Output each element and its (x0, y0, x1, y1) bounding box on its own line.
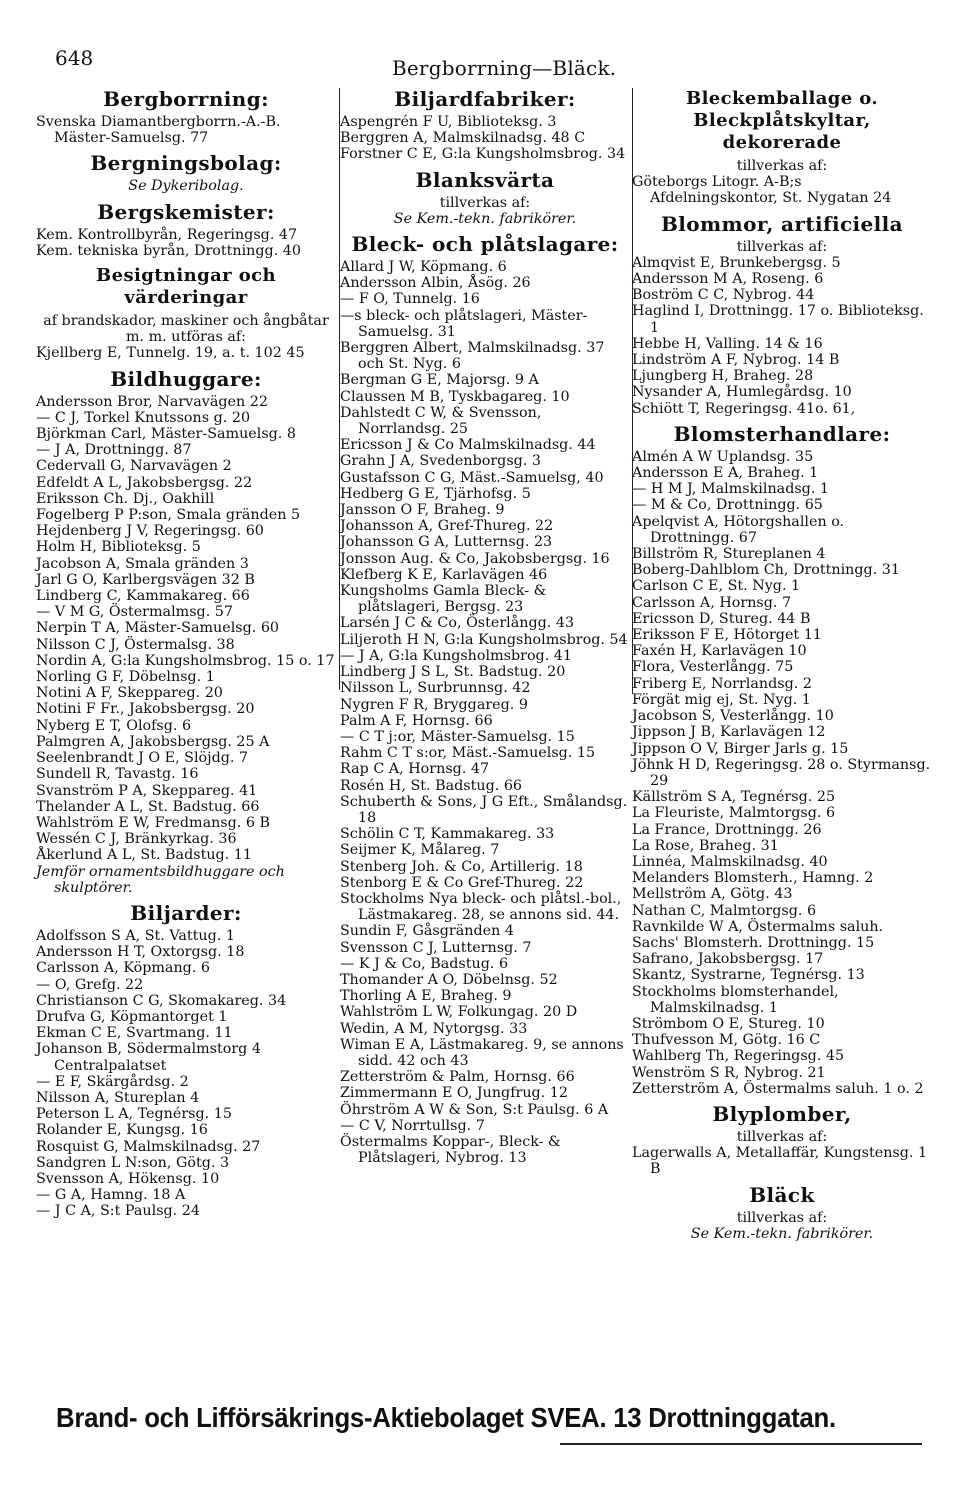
directory-entry: — V M G, Östermalmsg. 57 (36, 604, 233, 621)
directory-entry: Larsén J C & Co, Österlångg. 43 (340, 615, 575, 632)
directory-entry: Almqvist E, Brunkebergsg. 5 (632, 254, 841, 271)
directory-entry: — C V, Norrtullsg. 7 (340, 1117, 485, 1134)
directory-entry: Rap C A, Hornsg. 47 (340, 761, 490, 778)
directory-entry: — M & Co, Drottningg. 65 (632, 497, 823, 514)
column-3 (632, 82, 932, 1242)
directory-entry: Nilsson A, Stureplan 4 (36, 1089, 200, 1106)
directory-entry: Skantz, Systrarne, Tegnérsg. 13 (632, 967, 865, 984)
directory-entry: — C J, Torkel Knutssons g. 20 (36, 409, 251, 426)
directory-entry: Holm H, Biblioteksg. 5 (36, 539, 201, 556)
directory-entry: — J C A, S:t Paulsg. 24 (36, 1203, 200, 1220)
directory-entry: Källström S A, Tegnérsg. 25 (632, 789, 836, 806)
directory-entry: Stenberg Joh. & Co, Artillerig. 18 (340, 858, 583, 875)
directory-entry: Johansson G A, Lutternsg. 23 (340, 534, 553, 551)
directory-entry: Berggren Albert, Malmskilnadsg. 37 och St. Nyg. 6 (340, 340, 605, 373)
directory-entry: Ericsson D, Stureg. 44 B (632, 610, 811, 627)
section-subheading: tillverkas af: (736, 1128, 828, 1145)
cross-reference: Se Kem.-tekn. fabrikörer. (690, 1225, 874, 1242)
directory-entry: Hejdenberg J V, Regeringsg. 60 (36, 523, 264, 540)
directory-entry: Johanson B, Södermalmstorg 4 Centralpalatset (36, 1041, 261, 1074)
directory-entry: Christianson C G, Skomakareg. 34 (36, 992, 287, 1009)
directory-entry: Carlsson A, Köpmang. 6 (36, 960, 210, 977)
directory-entry: Wahlberg Th, Regeringsg. 45 (632, 1048, 845, 1065)
directory-entry: Johansson A, Gref-Thureg. 22 (340, 518, 554, 535)
directory-entry: Claussen M B, Tyskbagareg. 10 (340, 388, 570, 405)
section-subheading: tillverkas af: (736, 158, 828, 174)
section-subheading: Se Dykeribolag. (128, 178, 244, 195)
directory-entry: — F O, Tunnelg. 16 (340, 291, 480, 308)
directory-entry: Kem. Kontrollbyrån, Regeringsg. 47 (36, 226, 298, 243)
directory-entry: Östermalms Koppar-, Bleck- & Plåtslageri, Nybrog. 13 (340, 1133, 561, 1167)
running-head: Bergborrning—Bläck. (392, 56, 617, 80)
cross-reference: Se Kem.-tekn. fabrikörer. (393, 210, 577, 227)
directory-entry: Billström R, Stureplanen 4 (632, 546, 826, 563)
directory-entry: Förgät mig ej, St. Nyg. 1 (632, 691, 811, 708)
directory-entry: Boberg-Dahlblom Ch, Drottningg. 31 (632, 562, 900, 579)
directory-entry: Ljungberg H, Braheg. 28 (632, 368, 814, 385)
directory-entry: Mellström A, Götg. 43 (632, 886, 793, 903)
directory-entry: Seijmer K, Målareg. 7 (340, 842, 500, 859)
directory-entry: — K J & Co, Badstug. 6 (340, 955, 509, 972)
directory-entry: Allard J W, Köpmang. 6 (340, 259, 507, 276)
directory-entry: Hedberg G E, Tjärhofsg. 5 (340, 485, 531, 502)
directory-entry: Thufvesson M, Götg. 16 C (632, 1032, 821, 1049)
directory-entry: Wedin, A M, Nytorgsg. 33 (340, 1020, 528, 1037)
section-heading: Biljarder: (130, 900, 242, 925)
directory-entry: Schölin C T, Kammakareg. 33 (340, 826, 555, 843)
entry-list (632, 449, 932, 1097)
directory-entry: Dahlstedt C W, & Svensson, Norrlandsg. 25 (340, 404, 542, 438)
entry-list (632, 174, 932, 206)
entry-list (632, 255, 932, 417)
entry-list (340, 259, 630, 1166)
directory-entry: Andersson Bror, Narvavägen 22 (36, 393, 268, 410)
section-subheading: tillverkas af: (736, 238, 828, 255)
directory-entry: Jarl G O, Karlbergsvägen 32 B (36, 571, 255, 588)
directory-entry: Rosquist G, Malmskilnadsg. 27 (36, 1138, 261, 1155)
entry-list (36, 114, 336, 146)
directory-entry: La Fleuriste, Malmtorgsg. 6 (632, 805, 836, 822)
section-heading: Bläck (749, 1182, 815, 1207)
directory-entry: Eriksson F E, Hötorget 11 (632, 627, 822, 644)
directory-entry: Jansson O F, Braheg. 9 (340, 502, 505, 519)
directory-entry: Palm A F, Hornsg. 66 (340, 712, 493, 729)
directory-entry: Strömbom O E, Stureg. 10 (632, 1015, 825, 1032)
directory-entry: Ravnkilde W A, Östermalms saluh. (632, 918, 884, 935)
directory-entry: Wahlström L W, Folkungag. 20 D (340, 1004, 578, 1021)
directory-entry: Drufva G, Köpmantorget 1 (36, 1008, 228, 1025)
section-heading: Bergskemister: (97, 199, 275, 224)
directory-entry: Forstner C E, G:la Kungsholmsbrog. 34 (340, 146, 626, 163)
directory-entry: Adolfsson S A, St. Vattug. 1 (36, 927, 235, 944)
directory-entry: Sundell R, Tavastg. 16 (36, 766, 199, 783)
directory-entry: Schiött T, Regeringsg. 41o. 61, (632, 400, 856, 417)
section-subheading: tillverkas af: (439, 194, 531, 211)
entry-list (36, 345, 336, 361)
directory-entry: Sandgren L N:son, Götg. 3 (36, 1154, 230, 1171)
directory-entry: Jöhnk H D, Regeringsg. 28 o. Styrmansg. 29 (632, 756, 931, 789)
section-heading: Blomsterhandlare: (673, 421, 891, 446)
directory-entry: La Rose, Braheg. 31 (632, 837, 779, 854)
entry-list (36, 394, 336, 864)
section-heading: Bergningsbolag: (90, 151, 282, 176)
directory-entry: Palmgren A, Jakobsbergsg. 25 A (36, 733, 270, 750)
section-heading: Bleck- och plåtslagare: (351, 232, 619, 257)
directory-entry: Ericsson J & Co Malmskilnadsg. 44 (340, 437, 596, 454)
directory-entry: Nathan C, Malmtorgsg. 6 (632, 902, 817, 919)
directory-entry: Stockholms Nya bleck- och plåtsl.-bol., Lästmakareg. 28, se annons sid. 44. (340, 890, 622, 924)
directory-entry: Berggren A, Malmskilnadsg. 48 C (340, 130, 586, 147)
directory-entry: La France, Drottningg. 26 (632, 821, 822, 838)
directory-entry: Andersson H T, Oxtorgsg. 18 (36, 944, 245, 961)
directory-entry: Stenborg E & Co Gref-Thureg. 22 (340, 874, 584, 891)
directory-entry: — H M J, Malmskilnadsg. 1 (632, 481, 830, 498)
directory-entry: Safrano, Jakobsbergsg. 17 (632, 951, 824, 968)
directory-entry: Lindberg J S L, St. Badstug. 20 (340, 664, 566, 681)
directory-entry: Nerpin T A, Mäster-Samuelsg. 60 (36, 620, 280, 637)
directory-entry: — J A, Drottningg. 87 (36, 442, 192, 459)
directory-entry: Åkerlund A L, St. Badstug. 11 (36, 847, 252, 864)
directory-entry: Notini A F, Skeppareg. 20 (36, 685, 223, 702)
entry-list (36, 227, 336, 259)
directory-entry: Stockholms blomsterhandel, Malmskilnadsg. 1 (632, 983, 839, 1016)
directory-entry: Kungsholms Gamla Bleck- & plåtslageri, Bergsg. 23 (340, 583, 547, 616)
column-1 (36, 82, 336, 1220)
directory-entry: Edfeldt A L, Jakobsbergsg. 22 (36, 474, 253, 491)
directory-entry: Faxén H, Karlavägen 10 (632, 643, 807, 660)
advertisement-footer: Brand- och Lifförsäkrings-Aktiebolaget SVEA. 13 Drottninggatan. (56, 1402, 836, 1433)
directory-entry: Wiman E A, Lästmakareg. 9, se annons sidd. 42 och 43 (340, 1036, 624, 1069)
directory-entry: Fogelberg P P:son, Smala gränden 5 (36, 507, 301, 524)
directory-entry: Thorling A E, Braheg. 9 (340, 988, 512, 1005)
page-number: 648 (55, 46, 94, 70)
directory-entry: Carlsson A, Hornsg. 7 (632, 594, 792, 611)
directory-entry: Ekman C E, Svartmang. 11 (36, 1025, 233, 1042)
directory-entry: Lagerwalls A, Metallaffär, Kungstensg. 1 B (632, 1145, 928, 1178)
directory-entry: Liljeroth H N, G:la Kungsholmsbrog. 54 (340, 631, 628, 648)
directory-entry: Boström C C, Nybrog. 44 (632, 287, 815, 304)
directory-entry: Thomander A O, Döbelnsg. 52 (340, 971, 558, 988)
section-heading: Bergborrning: (103, 87, 269, 111)
directory-entry: Haglind I, Drottningg. 17 o. Biblioteksg. 1 (632, 303, 924, 336)
directory-entry: Svensson A, Hökensg. 10 (36, 1170, 220, 1187)
directory-entry: — J A, G:la Kungsholmsbrog. 41 (340, 647, 572, 664)
section-subheading: af brandskador, maskiner och ångbåtar m. m. utföras af: (43, 313, 329, 346)
directory-entry: — E F, Skärgårdsg. 2 (36, 1073, 189, 1090)
directory-entry: Jippson J B, Karlavägen 12 (632, 724, 826, 741)
directory-entry: Lindberg C, Kammakareg. 66 (36, 588, 250, 605)
directory-entry: —s bleck- och plåtslageri, Mäster-Samuelsg. 31 (340, 307, 588, 340)
directory-entry: Sachs' Blomsterh. Drottningg. 15 (632, 934, 875, 951)
directory-entry: Andersson Albin, Åsög. 26 (340, 275, 531, 292)
directory-entry: Svanström P A, Skeppareg. 41 (36, 782, 258, 799)
directory-entry: Seelenbrandt J O E, Slöjdg. 7 (36, 750, 249, 767)
directory-entry: Zetterström & Palm, Hornsg. 66 (340, 1069, 575, 1086)
directory-entry: — O, Grefg. 22 (36, 976, 144, 993)
directory-entry: Nyberg E T, Olofsg. 6 (36, 717, 192, 734)
directory-entry: Svensson C J, Lutternsg. 7 (340, 939, 532, 956)
directory-entry: Aspengrén F U, Biblioteksg. 3 (340, 114, 557, 130)
directory-entry: Klefberg K E, Karlavägen 46 (340, 566, 548, 583)
directory-entry: Kem. tekniska byrån, Drottningg. 40 (36, 242, 301, 259)
directory-entry: Rolander E, Kungsg. 16 (36, 1122, 208, 1139)
directory-entry: Grahn J A, Svedenborgsg. 3 (340, 453, 542, 470)
directory-entry: Nilsson L, Surbrunnsg. 42 (340, 680, 531, 697)
directory-entry: Björkman Carl, Mäster-Samuelsg. 8 (36, 426, 296, 443)
cross-reference: Jemför ornamentsbildhuggare och skulptörer. (36, 863, 285, 896)
directory-entry: Sundin F, Gåsgränden 4 (340, 923, 514, 940)
directory-entry: Friberg E, Norrlandsg. 2 (632, 675, 812, 692)
directory-entry: Linnéa, Malmskilnadsg. 40 (632, 853, 828, 870)
directory-entry: Eriksson Ch. Dj., Oakhill (36, 490, 215, 507)
directory-entry: Flora, Vesterlångg. 75 (632, 659, 794, 676)
directory-entry: Gustafsson C G, Mäst.-Samuelsg, 40 (340, 469, 604, 486)
directory-entry: Cedervall G, Narvavägen 2 (36, 458, 232, 475)
directory-entry: Kjellberg E, Tunnelg. 19, a. t. 102 45 (36, 345, 305, 362)
section-heading: Bildhuggare: (110, 366, 262, 391)
directory-entry: Göteborgs Litogr. A-B;s Afdelningskontor, St. Nygatan 24 (632, 174, 892, 207)
directory-entry: Andersson E A, Braheg. 1 (632, 465, 819, 482)
section-heading: Bleckemballage o. Bleckplåtskyltar, dekorerade (685, 88, 879, 153)
footer-rule (560, 1443, 922, 1445)
section-heading: Biljardfabriker: (394, 87, 576, 111)
directory-entry: Thelander A L, St. Badstug. 66 (36, 798, 260, 815)
entry-list (36, 928, 336, 1220)
section-heading: Blanksvärta (415, 167, 555, 192)
directory-entry: Schuberth & Sons, J G Eft., Smålandsg. 18 (340, 793, 628, 826)
directory-entry: Nygren F R, Bryggareg. 9 (340, 696, 528, 713)
directory-entry: Andersson M A, Roseng. 6 (632, 271, 824, 288)
directory-entry: Apelqvist A, Hötorgshallen o. Drottningg. 67 (632, 513, 845, 546)
directory-entry: Hebbe H, Valling. 14 & 16 (632, 335, 823, 352)
directory-entry: Jacobson S, Vesterlångg. 10 (632, 708, 834, 725)
directory-entry: Lindström A F, Nybrog. 14 B (632, 352, 840, 369)
directory-entry: Nilsson C J, Östermalsg. 38 (36, 636, 235, 653)
section-subheading: tillverkas af: (736, 1209, 828, 1226)
directory-entry: Nysander A, Humlegårdsg. 10 (632, 384, 852, 401)
directory-entry: Almén A W Uplandsg. 35 (632, 448, 814, 465)
directory-entry: Norling G F, Döbelnsg. 1 (36, 669, 215, 686)
directory-entry: Jacobson A, Smala gränden 3 (36, 555, 249, 572)
directory-entry: Svenska Diamantbergborrn.-A.-B. Mäster-Samuelsg. 77 (36, 114, 281, 147)
column-2 (340, 82, 630, 1166)
section-heading: Blommor, artificiella (660, 211, 904, 236)
directory-entry: Wahlström E W, Fredmansg. 6 B (36, 814, 271, 831)
directory-entry: Wessén C J, Bränkyrkag. 36 (36, 831, 237, 848)
entry-list (632, 1145, 932, 1177)
directory-entry: Wenström S R, Nybrog. 21 (632, 1064, 826, 1081)
directory-entry: Peterson L A, Tegnérsg. 15 (36, 1106, 232, 1123)
directory-entry: Bergman G E, Majorsg. 9 A (340, 372, 539, 389)
directory-entry: Nordin A, G:la Kungsholmsbrog. 15 o. 17 (36, 652, 335, 669)
directory-entry: Rahm C T s:or, Mäst.-Samuelsg. 15 (340, 745, 596, 762)
directory-entry: Jippson O V, Birger Jarls g. 15 (632, 740, 849, 757)
directory-entry: Rosén H, St. Badstug. 66 (340, 777, 523, 794)
directory-entry: Notini F Fr., Jakobsbergsg. 20 (36, 701, 255, 718)
directory-entry: — G A, Hamng. 18 A (36, 1187, 186, 1204)
directory-entry: — C T j:or, Mäster-Samuelsg. 15 (340, 728, 575, 745)
section-heading: Blyplomber, (712, 1101, 852, 1126)
directory-entry: Melanders Blomsterh., Hamng. 2 (632, 870, 874, 887)
directory-entry: Zimmermann E O, Jungfrug. 12 (340, 1085, 568, 1102)
directory-entry: Jonsson Aug. & Co, Jakobsbergsg. 16 (340, 550, 610, 567)
section-heading: Besigtningar och värderingar (95, 265, 276, 309)
directory-entry: Zetterström A, Östermalms saluh. 1 o. 2 (632, 1080, 924, 1097)
directory-entry: Carlson C E, St. Nyg. 1 (632, 578, 801, 595)
entry-list (340, 114, 630, 163)
directory-entry: Öhrström A W & Son, S:t Paulsg. 6 A (340, 1101, 609, 1118)
